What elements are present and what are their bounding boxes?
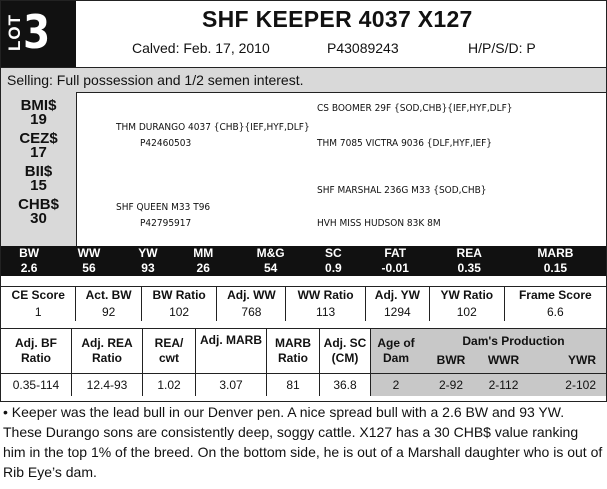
- epd-header: YW: [121, 246, 175, 261]
- sire-reg: P42460503: [140, 138, 192, 149]
- carc-value: 2: [371, 374, 422, 397]
- chb-label: CHB$: [18, 196, 59, 213]
- lot-number: 3: [23, 5, 51, 59]
- perf-header: Frame Score: [504, 287, 606, 305]
- bmi-label: BMI$: [20, 97, 57, 114]
- performance-table: [1, 286, 606, 321]
- epd-value: 56: [57, 261, 121, 276]
- carc-header-bf: Adj. BF Ratio: [1, 329, 72, 374]
- epd-header: MARB: [505, 246, 606, 261]
- perf-value: 1: [34, 305, 42, 319]
- epd-value: 0.15: [505, 261, 606, 276]
- perf-value: 102: [429, 304, 504, 321]
- perf-header: YW Ratio: [429, 287, 504, 305]
- carc-value: 2-102: [526, 374, 606, 397]
- epd-value: 0.35: [434, 261, 505, 276]
- registration-number: P43089243: [327, 40, 399, 56]
- dam-reg: P42795917: [140, 218, 192, 229]
- carc-value: 2-112: [481, 374, 526, 397]
- dp-header: YWR: [568, 353, 596, 367]
- dp-header: WWR: [487, 353, 520, 367]
- bull-notes: • Keeper was the lead bull in our Denver pen. A nice spread bull with a 2.6 BW and 93 YW. These Durango sons are consistently deep, soggy cattle. X127 has a 30 CHB$ value ranking him in the top 1% of the breed. On the bottom side, he is out of a Marshall daughter who is out of Rib Eye’s dam.: [3, 404, 603, 480]
- dam: SHF QUEEN M33 T96: [116, 202, 211, 213]
- epd-header: REA: [434, 246, 505, 261]
- perf-header: Adj. YW: [365, 287, 429, 305]
- perf-header: Act. BW: [76, 287, 141, 305]
- carc-value: 1.02: [143, 374, 196, 397]
- epd-header: M&G: [231, 246, 310, 261]
- cez-value: 17: [30, 144, 47, 161]
- cez-label: CEZ$: [19, 130, 58, 147]
- carc-header-marb: Adj. MARB: [196, 329, 267, 374]
- bii-label: BII$: [24, 163, 53, 180]
- bmi-value: 19: [30, 111, 47, 128]
- epd-header: SC: [310, 246, 357, 261]
- carc-header-sc: Adj. SC (CM): [320, 329, 371, 374]
- sire-dam: THM 7085 VICTRA 9036 {DLF,HYF,IEF}: [317, 138, 493, 149]
- perf-header: BW Ratio: [141, 287, 217, 305]
- perf-value: 1294: [365, 304, 429, 321]
- epd-header: BW: [1, 246, 57, 261]
- lot-badge: [1, 1, 76, 67]
- epd-value: 2.6: [1, 261, 57, 276]
- perf-header: Adj. WW: [217, 287, 286, 305]
- carc-value: 2-92: [421, 374, 481, 397]
- epd-header: MM: [175, 246, 231, 261]
- carc-value: 81: [267, 374, 320, 397]
- sire: THM DURANGO 4037 {CHB}{IEF,HYF,DLF}: [116, 122, 310, 133]
- epd-value: 93: [121, 261, 175, 276]
- index-panel: [1, 92, 77, 246]
- bii-value: 15: [30, 177, 47, 194]
- perf-header: CE Score: [1, 287, 76, 305]
- perf-value: 102: [141, 304, 217, 321]
- perf-header: WW Ratio: [286, 287, 365, 305]
- epd-value: 0.9: [310, 261, 357, 276]
- carc-value: 3.07: [196, 374, 267, 397]
- perf-value: 92: [76, 304, 141, 321]
- perf-value: 113: [286, 304, 365, 321]
- hpsd-status: H/P/S/D: P: [468, 40, 536, 56]
- carc-header-reacwt: REA/ cwt: [143, 329, 196, 374]
- carc-header-marbratio: MARB Ratio: [267, 329, 320, 374]
- carc-value: 0.35-114: [1, 374, 72, 397]
- carcass-table: [1, 328, 606, 396]
- chb-value: 30: [30, 210, 47, 227]
- carc-value: 12.4-93: [72, 374, 143, 397]
- carc-value: 36.8: [320, 374, 371, 397]
- lot-label: LOT: [5, 14, 24, 51]
- epd-value: -0.01: [357, 261, 434, 276]
- animal-name: SHF KEEPER 4037 X127: [202, 6, 473, 32]
- epd-table: [1, 246, 606, 276]
- perf-value: 6.6: [504, 304, 606, 321]
- carc-header-agedam: Age of Dam: [371, 329, 422, 374]
- dam-dam: HVH MISS HUDSON 83K 8M: [317, 218, 441, 229]
- epd-header: FAT: [357, 246, 434, 261]
- epd-value: 54: [231, 261, 310, 276]
- dam-sire: SHF MARSHAL 236G M33 {SOD,CHB}: [317, 185, 487, 196]
- calved-date: Calved: Feb. 17, 2010: [132, 40, 270, 56]
- carc-header-rea: Adj. REA Ratio: [72, 329, 143, 374]
- dams-production: Dam's Production BWR WWR YWR: [421, 329, 606, 374]
- dp-header: BWR: [436, 353, 466, 367]
- perf-value: 768: [217, 304, 286, 321]
- sire-sire: CS BOOMER 29F {SOD,CHB}{IEF,HYF,DLF}: [317, 103, 513, 114]
- epd-value: 26: [175, 261, 231, 276]
- selling-terms: Selling: Full possession and 1/2 semen interest.: [1, 67, 606, 93]
- epd-header: WW: [57, 246, 121, 261]
